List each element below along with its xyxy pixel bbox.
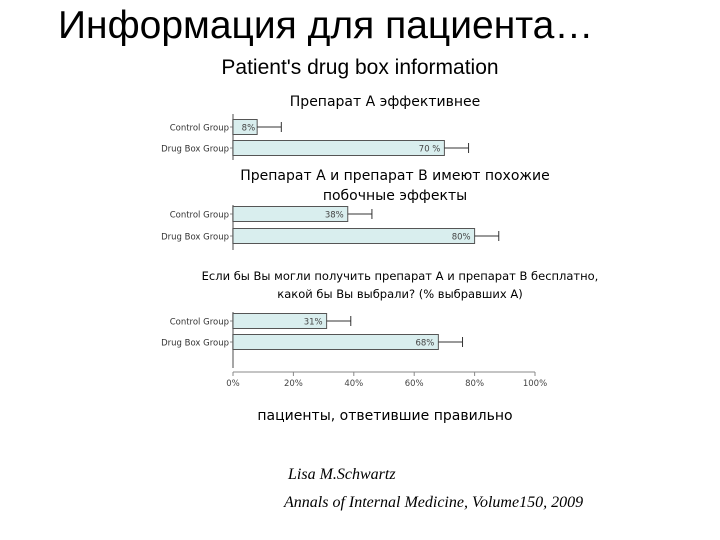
x-tick-label: 0% [226,379,240,389]
category-label: Control Group [169,317,229,328]
slide-title: Информация для пациента… [58,4,594,47]
chart-3-title: Если бы Вы могли получить препарат А и препарат В бесплатно, какой бы Вы выбрали? (% выбравших А) [201,269,599,301]
chart-2-title: Препарат А и препарат В имеют похожие побочные эффекты [240,168,550,204]
bar [233,141,444,156]
data-label: 31% [303,317,323,328]
data-label: 8% [241,123,256,134]
citation-journal: Annals of Internal Medicine, Volume150, 2009 [284,494,584,511]
x-tick-label: 80% [465,379,485,389]
category-label: Drug Box Group [161,232,229,243]
chart-1 [161,114,468,160]
chart-2 [161,205,499,250]
category-label: Control Group [169,210,229,221]
bar [233,335,438,350]
category-label: Drug Box Group [161,144,229,155]
chart-3 [161,312,547,389]
bar [233,229,475,244]
chart-1-title: Препарат А эффективнее [289,94,481,110]
data-label: 68% [415,338,435,349]
category-label: Drug Box Group [161,338,229,349]
data-label: 38% [324,210,344,221]
x-tick-label: 20% [283,379,303,389]
data-label: 80% [451,232,471,243]
x-tick-label: 60% [404,379,424,389]
x-tick-label: 100% [522,379,548,389]
category-label: Control Group [169,123,229,134]
slide-subtitle: Patient's drug box information [221,56,499,79]
citation-author: Lisa M.Schwartz [288,466,396,483]
x-tick-label: 40% [344,379,364,389]
data-label: 70 % [418,144,441,155]
result-caption: пациенты, ответившие правильно [257,408,513,424]
